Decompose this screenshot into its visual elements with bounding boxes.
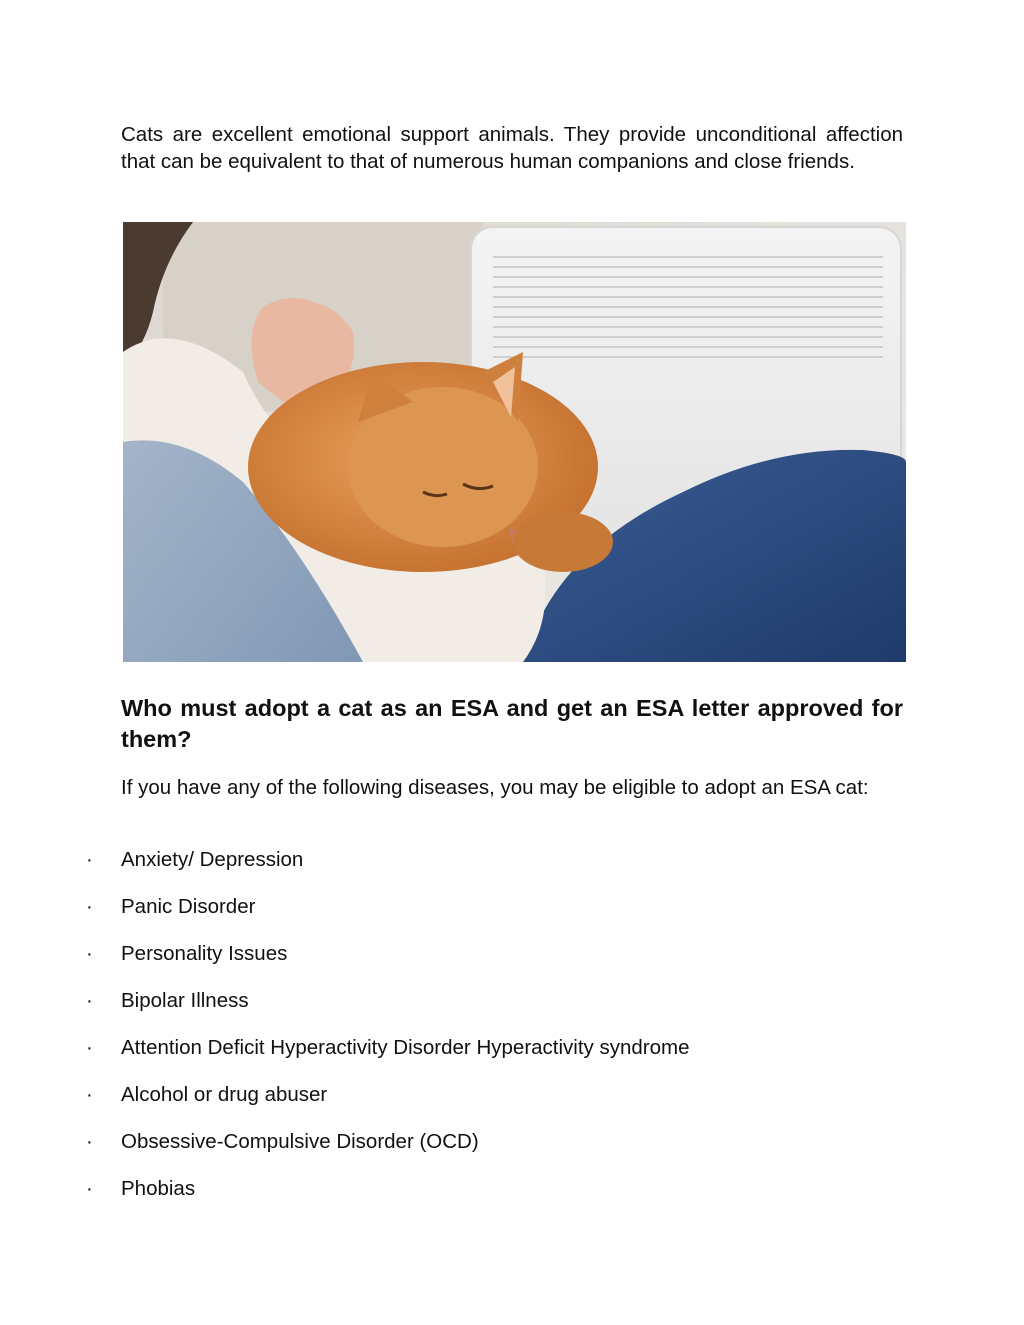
bullet-icon: · xyxy=(86,1130,93,1153)
list-item-text: Obsessive-Compulsive Disorder (OCD) xyxy=(121,1130,479,1153)
list-item-text: Panic Disorder xyxy=(121,895,256,918)
list-item xyxy=(0,892,1024,939)
list-item xyxy=(0,939,1024,986)
disease-list xyxy=(0,845,1024,1221)
list-item-text: Attention Deficit Hyperactivity Disorder Hyperactivity syndrome xyxy=(121,1036,690,1059)
list-item xyxy=(0,1174,1024,1221)
list-item xyxy=(0,1127,1024,1174)
eligibility-intro: If you have any of the following diseases, you may be eligible to adopt an ESA cat: xyxy=(121,776,869,799)
list-item xyxy=(0,845,1024,892)
list-item xyxy=(0,1033,1024,1080)
cat-photo-illustration xyxy=(123,222,906,662)
list-item-text: Alcohol or drug abuser xyxy=(121,1083,328,1106)
bullet-icon: · xyxy=(86,1036,93,1059)
list-item xyxy=(0,1080,1024,1127)
cat-photo xyxy=(123,222,906,662)
list-item-text: Phobias xyxy=(121,1177,196,1200)
bullet-icon: · xyxy=(86,848,93,871)
section-heading: Who must adopt a cat as an ESA and get an ESA letter approved for them? xyxy=(121,695,903,752)
bullet-icon: · xyxy=(86,989,93,1012)
bullet-icon: · xyxy=(86,1177,93,1200)
bullet-icon: · xyxy=(86,895,93,918)
intro-paragraph: Cats are excellent emotional support animals. They provide unconditional affection that can be equivalent to that of numerous human companions and close friends. xyxy=(121,123,903,173)
list-item-text: Personality Issues xyxy=(121,942,288,965)
bullet-icon: · xyxy=(86,1083,93,1106)
list-item xyxy=(0,986,1024,1033)
list-item-text: Bipolar Illness xyxy=(121,989,249,1012)
list-item-text: Anxiety/ Depression xyxy=(121,848,304,871)
bullet-icon: · xyxy=(86,942,93,965)
